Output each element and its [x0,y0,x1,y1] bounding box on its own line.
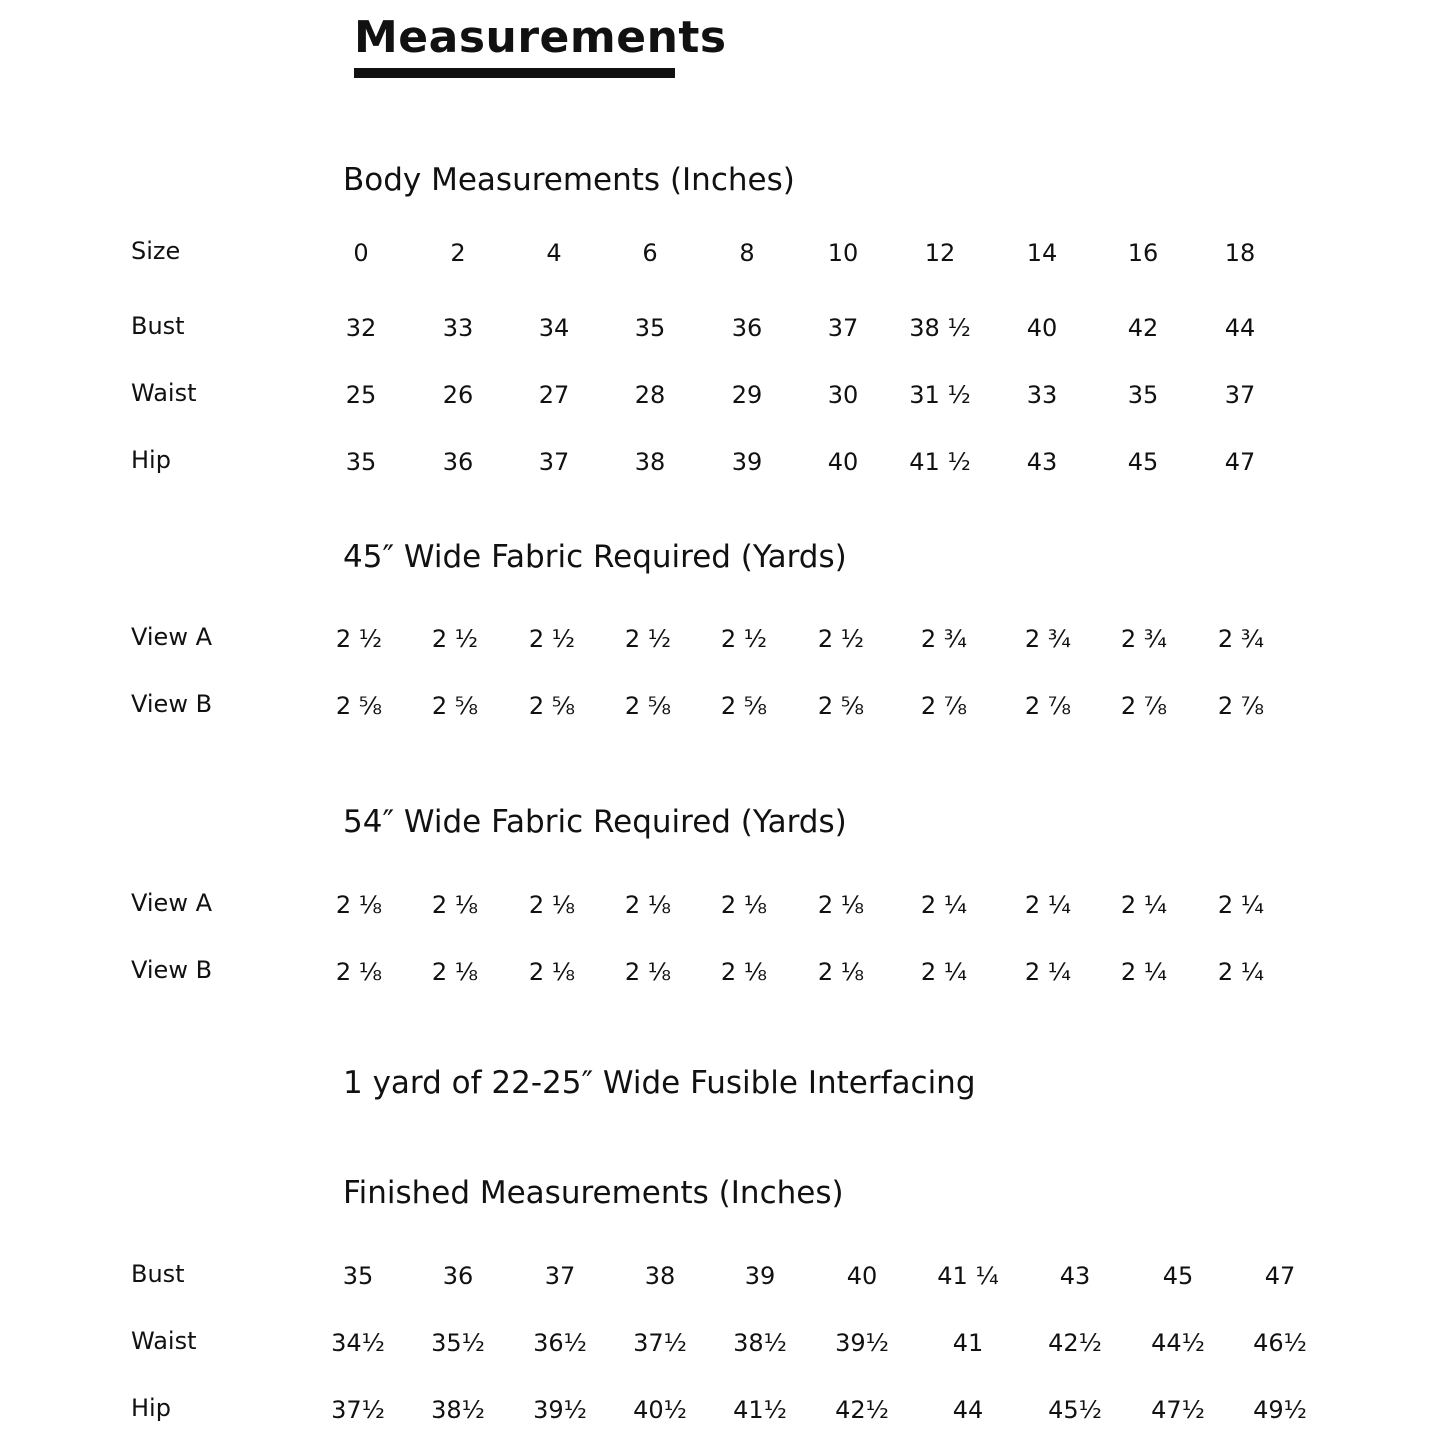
table-cell: 47 [1264,1262,1296,1290]
table-cell: 8 [739,239,755,267]
table-cell: 14 [1026,239,1058,267]
table-cell: 36 [731,314,763,342]
table-cell: 2 ⅛ [720,958,768,986]
table-cell: 2 ¾ [920,625,968,653]
table-cell: 2 ¾ [1120,625,1168,653]
table-cell: 2 ⅝ [720,692,768,720]
table-cell: 2 ⅞ [1120,692,1168,720]
table-cell: 40½ [633,1396,687,1424]
table-cell: 44 [1224,314,1256,342]
table-cell: 34½ [331,1329,385,1357]
table-cell: 37 [538,448,570,476]
row-label: View B [131,956,213,984]
table-cell: 27 [538,381,570,409]
table-cell: 2 ¼ [1024,958,1072,986]
table-cell: 2 ⅞ [1024,692,1072,720]
table-cell: 2 ⅛ [335,891,383,919]
table-cell: 35 [1127,381,1159,409]
table-cell: 39½ [533,1396,587,1424]
table-cell: 45½ [1048,1396,1102,1424]
table-cell: 18 [1224,239,1256,267]
table-cell: 6 [642,239,658,267]
table-cell: 40 [1026,314,1058,342]
row-label: Hip [131,446,171,474]
section-heading-fabric45: 45″ Wide Fabric Required (Yards) [343,539,847,575]
table-cell: 37½ [633,1329,687,1357]
table-cell: 2 ½ [720,625,768,653]
table-cell: 35 [634,314,666,342]
table-cell: 42½ [1048,1329,1102,1357]
table-cell: 2 ¼ [1217,891,1265,919]
table-cell: 2 ⅛ [431,958,479,986]
table-cell: 36 [442,448,474,476]
table-cell: 40 [827,448,859,476]
table-cell: 26 [442,381,474,409]
table-cell: 2 ⅞ [1217,692,1265,720]
table-cell: 2 ½ [335,625,383,653]
table-cell: 2 ¼ [1217,958,1265,986]
table-cell: 29 [731,381,763,409]
table-cell: 40 [846,1262,878,1290]
table-cell: 28 [634,381,666,409]
table-cell: 2 ⅝ [335,692,383,720]
table-cell: 38½ [431,1396,485,1424]
table-cell: 2 ¾ [1024,625,1072,653]
table-cell: 2 ½ [624,625,672,653]
table-cell: 42½ [835,1396,889,1424]
table-cell: 2 ⅛ [335,958,383,986]
table-cell: 38 [634,448,666,476]
row-label: Size [131,237,181,265]
table-cell: 38 ½ [909,314,971,342]
table-cell: 46½ [1253,1329,1307,1357]
row-label: View B [131,690,213,718]
table-cell: 2 ⅛ [817,958,865,986]
table-cell: 41 ¼ [937,1262,999,1290]
table-cell: 4 [546,239,562,267]
table-cell: 44½ [1151,1329,1205,1357]
table-cell: 33 [442,314,474,342]
table-cell: 36½ [533,1329,587,1357]
table-cell: 2 ⅝ [624,692,672,720]
row-label: View A [131,623,212,651]
table-cell: 34 [538,314,570,342]
table-cell: 2 ½ [817,625,865,653]
table-cell: 2 ⅞ [920,692,968,720]
table-cell: 10 [827,239,859,267]
table-cell: 30 [827,381,859,409]
table-cell: 2 ⅛ [817,891,865,919]
table-cell: 2 ⅝ [817,692,865,720]
table-cell: 2 ⅝ [431,692,479,720]
table-cell: 2 ⅛ [528,958,576,986]
section-heading-body: Body Measurements (Inches) [343,162,795,198]
table-cell: 25 [345,381,377,409]
section-heading-finished: Finished Measurements (Inches) [343,1175,844,1211]
table-cell: 2 ⅛ [720,891,768,919]
table-cell: 2 ¼ [1120,958,1168,986]
table-cell: 39½ [835,1329,889,1357]
table-cell: 41 [952,1329,984,1357]
table-cell: 45 [1127,448,1159,476]
table-cell: 41 ½ [909,448,971,476]
table-cell: 39 [731,448,763,476]
table-cell: 2 ⅛ [431,891,479,919]
table-cell: 2 ¾ [1217,625,1265,653]
table-cell: 44 [952,1396,984,1424]
table-cell: 39 [744,1262,776,1290]
table-cell: 37 [544,1262,576,1290]
title-underline [354,68,675,78]
table-cell: 47 [1224,448,1256,476]
row-label: View A [131,889,212,917]
table-cell: 37½ [331,1396,385,1424]
table-cell: 31 ½ [909,381,971,409]
table-cell: 38 [644,1262,676,1290]
table-cell: 2 ⅛ [624,891,672,919]
table-cell: 43 [1059,1262,1091,1290]
table-cell: 43 [1026,448,1058,476]
table-cell: 35 [342,1262,374,1290]
table-cell: 33 [1026,381,1058,409]
section-heading-interfacing: 1 yard of 22-25″ Wide Fusible Interfacing [343,1065,976,1101]
table-cell: 38½ [733,1329,787,1357]
row-label: Waist [131,1327,197,1355]
table-cell: 36 [442,1262,474,1290]
table-cell: 42 [1127,314,1159,342]
table-cell: 2 ⅛ [624,958,672,986]
table-cell: 2 ⅝ [528,692,576,720]
table-cell: 41½ [733,1396,787,1424]
row-label: Hip [131,1394,171,1422]
table-cell: 49½ [1253,1396,1307,1424]
table-cell: 2 ¼ [1120,891,1168,919]
table-cell: 2 ¼ [1024,891,1072,919]
table-cell: 2 ¼ [920,958,968,986]
table-cell: 2 [450,239,466,267]
page-title: Measurements [354,12,727,63]
table-cell: 47½ [1151,1396,1205,1424]
section-heading-fabric54: 54″ Wide Fabric Required (Yards) [343,804,847,840]
row-label: Waist [131,379,197,407]
table-cell: 35½ [431,1329,485,1357]
table-cell: 2 ⅛ [528,891,576,919]
table-cell: 32 [345,314,377,342]
table-cell: 2 ½ [431,625,479,653]
table-cell: 2 ¼ [920,891,968,919]
table-cell: 0 [353,239,369,267]
table-cell: 35 [345,448,377,476]
row-label: Bust [131,312,185,340]
table-cell: 16 [1127,239,1159,267]
row-label: Bust [131,1260,185,1288]
table-cell: 45 [1162,1262,1194,1290]
table-cell: 37 [827,314,859,342]
table-cell: 2 ½ [528,625,576,653]
table-cell: 12 [924,239,956,267]
table-cell: 37 [1224,381,1256,409]
